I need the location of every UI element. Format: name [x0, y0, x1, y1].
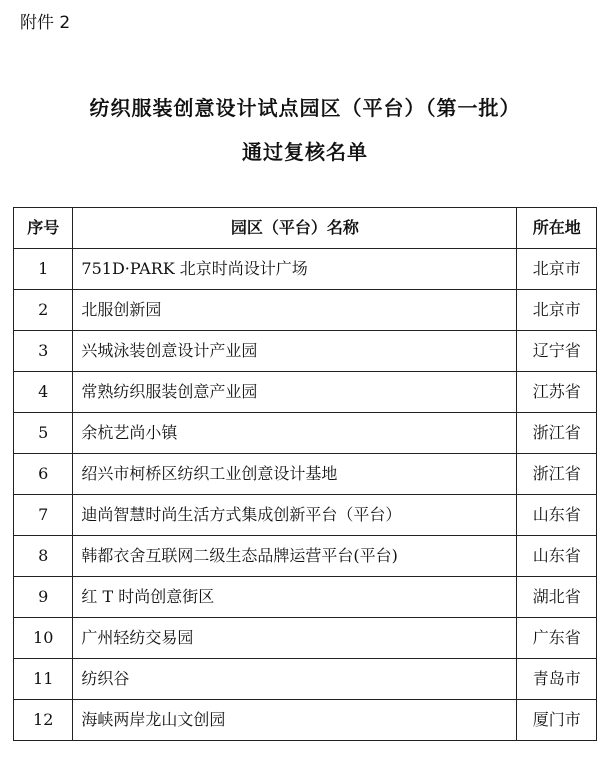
row-name: 绍兴市柯桥区纺织工业创意设计基地 [73, 454, 517, 495]
row-name: 751D·PARK 北京时尚设计广场 [73, 249, 517, 290]
row-name: 迪尚智慧时尚生活方式集成创新平台（平台） [73, 495, 517, 536]
row-location: 浙江省 [517, 454, 597, 495]
row-no: 2 [14, 290, 73, 331]
row-location: 北京市 [517, 249, 597, 290]
row-no: 1 [14, 249, 73, 290]
table-row [14, 495, 597, 536]
table-row [14, 618, 597, 659]
row-location: 辽宁省 [517, 331, 597, 372]
row-no: 5 [14, 413, 73, 454]
table-row [14, 290, 597, 331]
row-no: 9 [14, 577, 73, 618]
row-location: 山东省 [517, 495, 597, 536]
row-no: 7 [14, 495, 73, 536]
row-no: 12 [14, 700, 73, 741]
row-location: 浙江省 [517, 413, 597, 454]
row-location: 广东省 [517, 618, 597, 659]
row-no: 6 [14, 454, 73, 495]
row-name: 纺织谷 [73, 659, 517, 700]
row-no: 8 [14, 536, 73, 577]
row-name: 红 T 时尚创意街区 [73, 577, 517, 618]
document-title: 纺织服装创意设计试点园区（平台）（第一批） [89, 96, 521, 120]
row-location: 山东省 [517, 536, 597, 577]
row-name: 兴城泳装创意设计产业园 [73, 331, 517, 372]
table-row [14, 659, 597, 700]
row-location: 湖北省 [517, 577, 597, 618]
row-location: 青岛市 [517, 659, 597, 700]
park-list-table [13, 207, 597, 741]
row-name: 北服创新园 [73, 290, 517, 331]
header-location: 所在地 [517, 208, 597, 249]
table-row [14, 331, 597, 372]
table-row [14, 536, 597, 577]
row-location: 北京市 [517, 290, 597, 331]
row-no: 3 [14, 331, 73, 372]
document-subtitle: 通过复核名单 [242, 140, 368, 164]
header-no: 序号 [14, 208, 73, 249]
header-name: 园区（平台）名称 [73, 208, 517, 249]
row-location: 江苏省 [517, 372, 597, 413]
row-name: 常熟纺织服装创意产业园 [73, 372, 517, 413]
row-name: 海峡两岸龙山文创园 [73, 700, 517, 741]
table-row [14, 454, 597, 495]
table-row [14, 249, 597, 290]
row-no: 11 [14, 659, 73, 700]
attachment-label: 附件 2 [20, 13, 71, 33]
row-no: 10 [14, 618, 73, 659]
table-row [14, 413, 597, 454]
row-name: 广州轻纺交易园 [73, 618, 517, 659]
table-row [14, 577, 597, 618]
table-header-row [14, 208, 597, 249]
table-row [14, 372, 597, 413]
row-location: 厦门市 [517, 700, 597, 741]
row-name: 韩都衣舍互联网二级生态品牌运营平台(平台) [73, 536, 517, 577]
row-no: 4 [14, 372, 73, 413]
row-name: 余杭艺尚小镇 [73, 413, 517, 454]
table-row [14, 700, 597, 741]
